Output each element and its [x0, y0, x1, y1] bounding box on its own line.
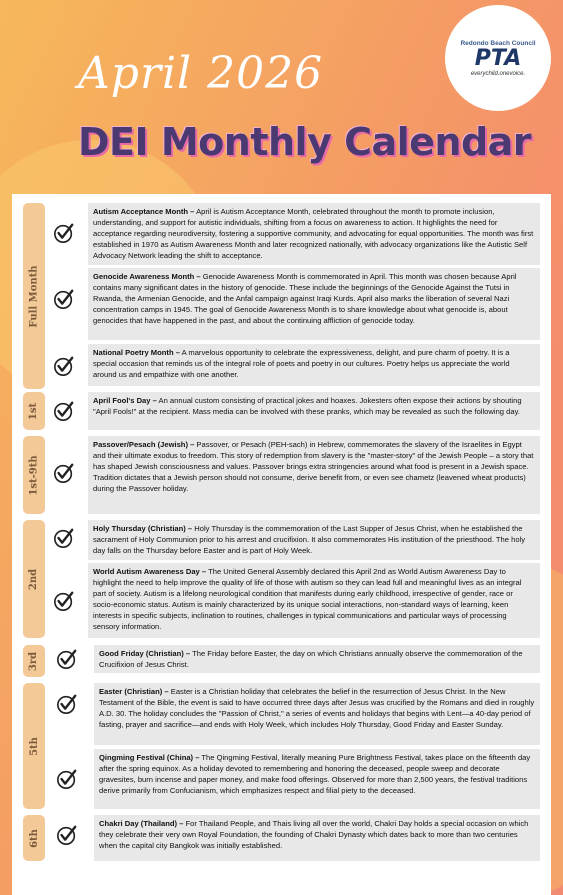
event-entry: [88, 344, 540, 386]
section-tab-full-month: [23, 203, 45, 389]
event-entry: [88, 392, 540, 430]
section-tab-5th: [23, 683, 45, 809]
section-label: Full Month: [28, 264, 40, 328]
event-entry: [94, 645, 540, 673]
event-description: The Qingming Festival, literally meaning Pure Brightness Festival, takes place on the fifteenth day after the spring equinox. As a holiday devoted to remembering and honoring the deceased, people sweep and decorate gravesites, burn incense and paper money, and make food offerings. Observed for more than 2,500 years, the festival traditions derive primarily from Confucianism, which emphasizes respect and filial piety to the deceased.: [99, 753, 531, 795]
checkmark-icon: [56, 648, 78, 670]
checkmark-icon: [56, 824, 78, 846]
event-title: Chakri Day (Thailand) –: [99, 819, 184, 828]
event-title: World Autism Awareness Day –: [93, 567, 207, 576]
event-title: Good Friday (Christian) –: [99, 649, 191, 658]
event-description: April is Autism Acceptance Month, celebrated throughout the month to promote inclusion, understanding, and support for autistic individuals, shifting from a focus on awareness to action. It highlights the need for acceptance regarding neurodiversity, fostering a supportive community, and advocating for equal opportunities. The month was first established in 1970 as Autism Awareness Month and later recognized nationally, with advocacy organizations like the Autistic Self Advocacy Network leading the shift to acceptance.: [93, 207, 534, 260]
checkmark-icon: [53, 590, 75, 612]
checkmark-icon: [56, 693, 78, 715]
section-tab-1st-9th: [23, 436, 45, 514]
section-tab-1st: [23, 392, 45, 430]
checkmark-icon: [53, 355, 75, 377]
checkmark-icon: [53, 527, 75, 549]
event-description: The United General Assembly declared this April 2nd as World Autism Awareness Day to highlight the need to help improve the quality of life of those with autism so they can lead full and meaningful lives as an integral part of society. Autism is a lifelong neurological condition that manifests during early childhood, irrespective of gender, race or socio-economic status. Autism is mainly characterized by its unique social interactions, non-standard ways of learning, keen interests in specific subjects, inclination to routines, challenges in typical communications and particular ways of processing sensory information.: [93, 567, 522, 631]
checkmark-icon: [53, 288, 75, 310]
section-label: 2nd: [28, 568, 40, 590]
event-title: Qingming Festival (China) –: [99, 753, 200, 762]
section-tab-2nd: [23, 520, 45, 638]
event-description: Passover, or Pesach (PEH-sach) in Hebrew, commemorates the slavery of the Israelites in Egypt and their ultimate exodus to freedom. This story of redemption from slavery is the "master-story" of the Jewish People – a story that has shaped Jewish consciousness and values. Passover brings extra stringencies around what food is present in a Jewish space. Tradition dictates that a Jewish person should not consume, derive benefit from, or even see chametz (leavened wheat products) during the Passover holiday.: [93, 440, 534, 493]
logo-tagline: everychild.onevoice.: [470, 70, 526, 77]
logo-org: Redondo Beach Council: [460, 39, 536, 47]
event-entry: [88, 520, 540, 560]
event-entry: [94, 683, 540, 745]
event-entry: [94, 749, 540, 809]
event-entry: [88, 203, 540, 265]
event-title: Easter (Christian) –: [99, 687, 169, 696]
section-tab-6th: [23, 815, 45, 861]
event-description: For Thailand People, and Thais living all over the world, Chakri Day holds a special occasion on which they celebrate their very own Royal Foundation, the founding of Chakri Dynasty which dates back to more than two centuries when the capital city Bangkok was initially established.: [99, 819, 529, 850]
event-entry: [88, 563, 540, 638]
event-title: National Poetry Month –: [93, 348, 180, 357]
logo-mark: PTA: [474, 45, 522, 71]
pta-logo: [445, 5, 551, 111]
checkmark-icon: [53, 222, 75, 244]
checkmark-icon: [56, 768, 78, 790]
checkmark-icon: [53, 462, 75, 484]
section-tab-3rd: [23, 645, 45, 677]
event-description: A marvelous opportunity to celebrate the expressiveness, delight, and pure charm of poetry. It is a special occasion that reminds us of the integral role of poets and poetry in our cultures. Poetry helps us appreciate the world around us and empathize with one another.: [93, 348, 510, 379]
checkmark-icon: [53, 400, 75, 422]
section-label: 5th: [28, 736, 40, 756]
event-title: Autism Acceptance Month –: [93, 207, 195, 216]
event-description: An annual custom consisting of practical jokes and hoaxes. Jokesters often expose their actions by shouting "April Fools!" at the recipient. Mass media can be involved with these pranks, which may be revealed as such the following day.: [93, 396, 522, 416]
section-label: 3rd: [28, 651, 40, 671]
event-title: April Fool's Day –: [93, 396, 157, 405]
event-entry: [94, 815, 540, 861]
section-label: 1st-9th: [28, 454, 40, 496]
event-description: Genocide Awareness Month is commemorated in April. This month was chosen because April contains many significant dates in the history of genocide. These include the beginnings of the Genocide Against the Tutsi in Rwanda, the Armenian Genocide, and the Anfal campaign against Iraqi Kurds. April also marks the liberation of several Nazi concentration camps in 1945. The goal of Genocide Awareness Month is to share knowledge about what genocide is, about genocides that have happened in the past, and about the continuing affliction of genocide today.: [93, 272, 517, 325]
event-description: Holy Thursday is the commemoration of the Last Supper of Jesus Christ, when he established the sacrament of Holy Communion prior to his arrest and crucifixion. It also commemorates His institution of the priesthood. The holy day falls on the Thursday before Easter and is part of Holy Week.: [93, 524, 526, 555]
event-title: Holy Thursday (Christian) –: [93, 524, 193, 533]
section-label: 1st: [28, 402, 40, 420]
page-title: DEI Monthly Calendar: [78, 120, 532, 164]
event-description: The Friday before Easter, the day on which Christians annually observe the commemoration of the Crucifixion of Jesus Christ.: [99, 649, 523, 669]
event-title: Passover/Pesach (Jewish) –: [93, 440, 195, 449]
event-title: Genocide Awareness Month –: [93, 272, 201, 281]
month-heading: April 2026: [78, 48, 324, 99]
section-label: 6th: [28, 828, 40, 848]
event-entry: [88, 268, 540, 340]
event-entry: [88, 436, 540, 514]
event-description: Easter is a Christian holiday that celebrates the belief in the resurrection of Jesus Christ. In the New Testament of the Bible, the event is said to have occurred three days after Jesus was crucified by the Romans and died in roughly A.D. 30. The holiday concludes the "Passion of Christ," a series of events and holidays that begins with Lent—a 40-day period of fasting, prayer and sacrifice—and ends with Holy Week, which includes Holy Thursday, Good Friday and Easter Sunday.: [99, 687, 535, 729]
